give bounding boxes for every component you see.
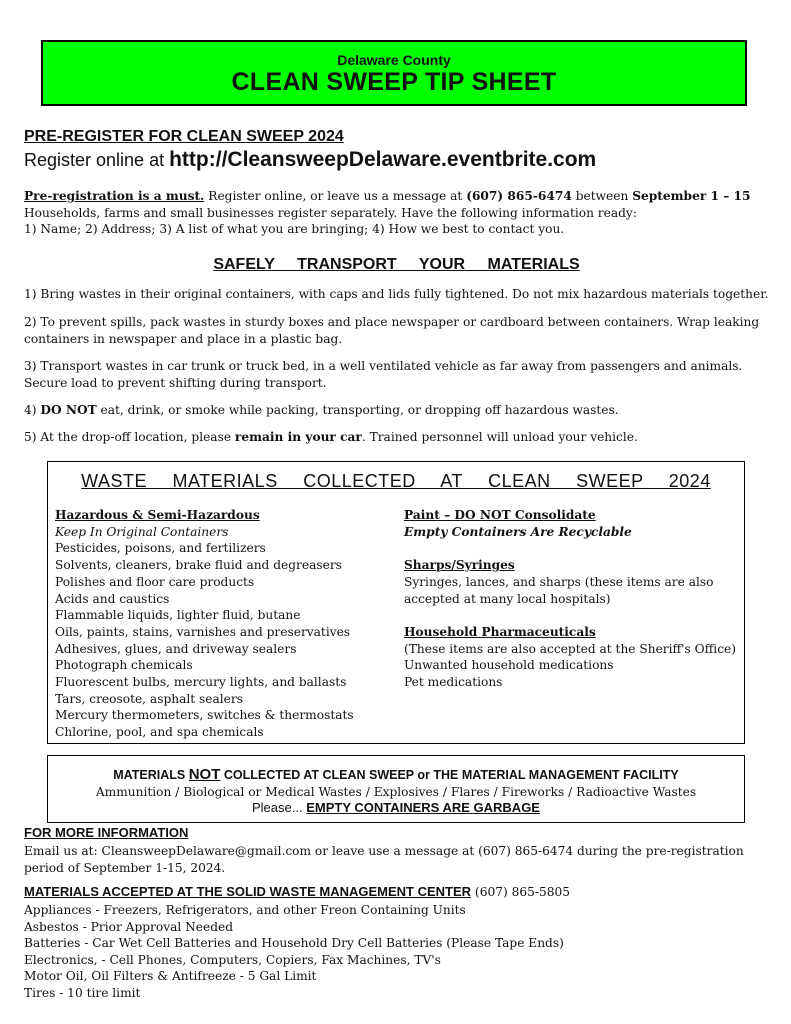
pharma-line-3: Pet medications: [404, 675, 503, 689]
registration-url-link[interactable]: http://CleansweepDelaware.eventbrite.com: [169, 148, 597, 171]
step5-bold: remain in your car: [234, 430, 362, 444]
preregister-text-a: Register online, or leave us a message at: [204, 189, 467, 203]
not-collected-items: Ammunition / Biological or Medical Wastes / Explosives / Flares / Fireworks / Radioactive Wastes: [95, 785, 697, 799]
pharma-line-2: Unwanted household medications: [404, 658, 614, 673]
transport-step-5: [24, 429, 769, 446]
preregister-line2: Households, farms and small businesses register separately. Have the following information ready:: [24, 205, 637, 220]
swmc-heading-line: [24, 884, 570, 899]
phone-number: (607) 865-6474: [466, 189, 572, 203]
swmc-heading: MATERIALS ACCEPTED AT THE SOLID WASTE MANAGEMENT CENTER: [24, 884, 472, 899]
registration-dates: September 1 – 15: [632, 189, 751, 203]
hazardous-heading: Hazardous & Semi-Hazardous: [55, 508, 260, 522]
swmc-list: [24, 902, 769, 1001]
not-collected-post: COLLECTED AT CLEAN SWEEP or THE MATERIAL MANAGEMENT FACILITY: [220, 768, 679, 782]
transport-step-4: [24, 402, 769, 419]
title-banner: [41, 40, 747, 106]
hazardous-subheading: Keep In Original Containers: [55, 524, 229, 539]
list-item: Fluorescent bulbs, mercury lights, and ballasts: [55, 675, 347, 690]
not-collected-heading: [48, 766, 744, 783]
pharma-line-1: (These items are also accepted at the Sheriff's Office): [404, 641, 736, 656]
list-item: Tires - 10 tire limit: [24, 985, 141, 1000]
please-text: Please...: [252, 800, 307, 815]
step4-prefix: 4): [24, 403, 41, 417]
page-title: CLEAN SWEEP TIP SHEET: [231, 68, 557, 96]
list-item: Flammable liquids, lighter fluid, butane: [55, 608, 301, 623]
more-info-heading: FOR MORE INFORMATION: [24, 825, 189, 840]
step4-rest: eat, drink, or smoke while packing, transporting, or dropping off hazardous wastes.: [96, 403, 619, 417]
empty-containers-line: [48, 800, 744, 815]
swmc-phone: (607) 865-5805: [471, 885, 570, 899]
list-item: Batteries - Car Wet Cell Batteries and Household Dry Cell Batteries (Please Tape Ends): [24, 936, 564, 950]
preregister-paragraph: [24, 188, 769, 238]
paint-heading: Paint – DO NOT Consolidate: [404, 508, 596, 522]
list-item: Oils, paints, stains, varnishes and preservatives: [55, 624, 351, 639]
step4-bold: DO NOT: [40, 403, 97, 417]
list-item: Mercury thermometers, switches & thermostats: [55, 708, 354, 723]
hazardous-column: [55, 507, 400, 741]
paint-note: Empty Containers Are Recyclable: [404, 524, 632, 539]
transport-step-3: 3) Transport wastes in car trunk or truck bed, in a well ventilated vehicle as far away from passengers and animals. Secure load to prevent shifting during transport.: [24, 359, 743, 390]
more-info-line-2: period of September 1-15, 2024.: [24, 860, 226, 875]
transport-step-1: 1) Bring wastes in their original containers, with caps and lids fully tightened. Do not mix hazardous materials together.: [24, 287, 769, 301]
county-name: Delaware County: [337, 52, 451, 68]
pharma-heading: Household Pharmaceuticals: [404, 624, 596, 639]
collected-heading: WASTE MATERIALS COLLECTED AT CLEAN SWEEP 2024: [81, 471, 711, 491]
not-collected-pre: MATERIALS: [113, 768, 189, 782]
preregister-text-b: between: [571, 189, 633, 203]
more-info-line-1: Email us at: CleansweepDelaware@gmail.com or leave use a message at (607) 865-6474 during the pre-registration: [24, 844, 744, 858]
list-item: Tars, creosote, asphalt sealers: [55, 691, 243, 706]
empty-containers-text: EMPTY CONTAINERS ARE GARBAGE: [306, 800, 540, 815]
not-collected-box: [47, 755, 745, 823]
not-emphasis: NOT: [188, 766, 221, 783]
list-item: Chlorine, pool, and spa chemicals: [55, 725, 264, 740]
list-item: Acids and caustics: [55, 591, 170, 606]
sharps-line-1: Syringes, lances, and sharps (these items are also: [404, 574, 714, 589]
sharps-line-2: accepted at many local hospitals): [404, 591, 611, 606]
list-item: Asbestos - Prior Approval Needed: [24, 919, 234, 934]
preregister-heading: PRE-REGISTER FOR CLEAN SWEEP 2024: [24, 128, 344, 145]
transport-step-2: 2) To prevent spills, pack wastes in sturdy boxes and place newspaper or cardboard between containers. Wrap leaking containers in newspaper and place in a plastic bag.: [24, 315, 760, 346]
list-item: Solvents, cleaners, brake fluid and degreasers: [55, 558, 342, 573]
collected-materials-box: [47, 461, 745, 744]
other-column: [404, 507, 742, 691]
register-line: [24, 148, 596, 172]
list-item: Adhesives, glues, and driveway sealers: [55, 641, 297, 656]
preregister-line3: 1) Name; 2) Address; 3) A list of what you are bringing; 4) How we best to contact you.: [24, 222, 565, 236]
sharps-heading: Sharps/Syringes: [404, 558, 515, 573]
step5-a: 5) At the drop-off location, please: [24, 430, 235, 444]
must-text: Pre-registration is a must.: [24, 189, 205, 203]
list-item: Motor Oil, Oil Filters & Antifreeze - 5 Gal Limit: [24, 969, 317, 983]
list-item: Electronics, - Cell Phones, Computers, Copiers, Fax Machines, TV's: [24, 952, 441, 967]
list-item: Appliances - Freezers, Refrigerators, and other Freon Containing Units: [24, 903, 466, 917]
transport-heading: SAFELY TRANSPORT YOUR MATERIALS: [213, 256, 580, 273]
register-prefix: Register online at: [24, 150, 170, 170]
list-item: Photograph chemicals: [55, 658, 193, 673]
list-item: Polishes and floor care products: [55, 574, 255, 589]
list-item: Pesticides, poisons, and fertilizers: [55, 541, 266, 556]
step5-b: . Trained personnel will unload your vehicle.: [361, 430, 638, 444]
more-info-text: [24, 843, 769, 876]
